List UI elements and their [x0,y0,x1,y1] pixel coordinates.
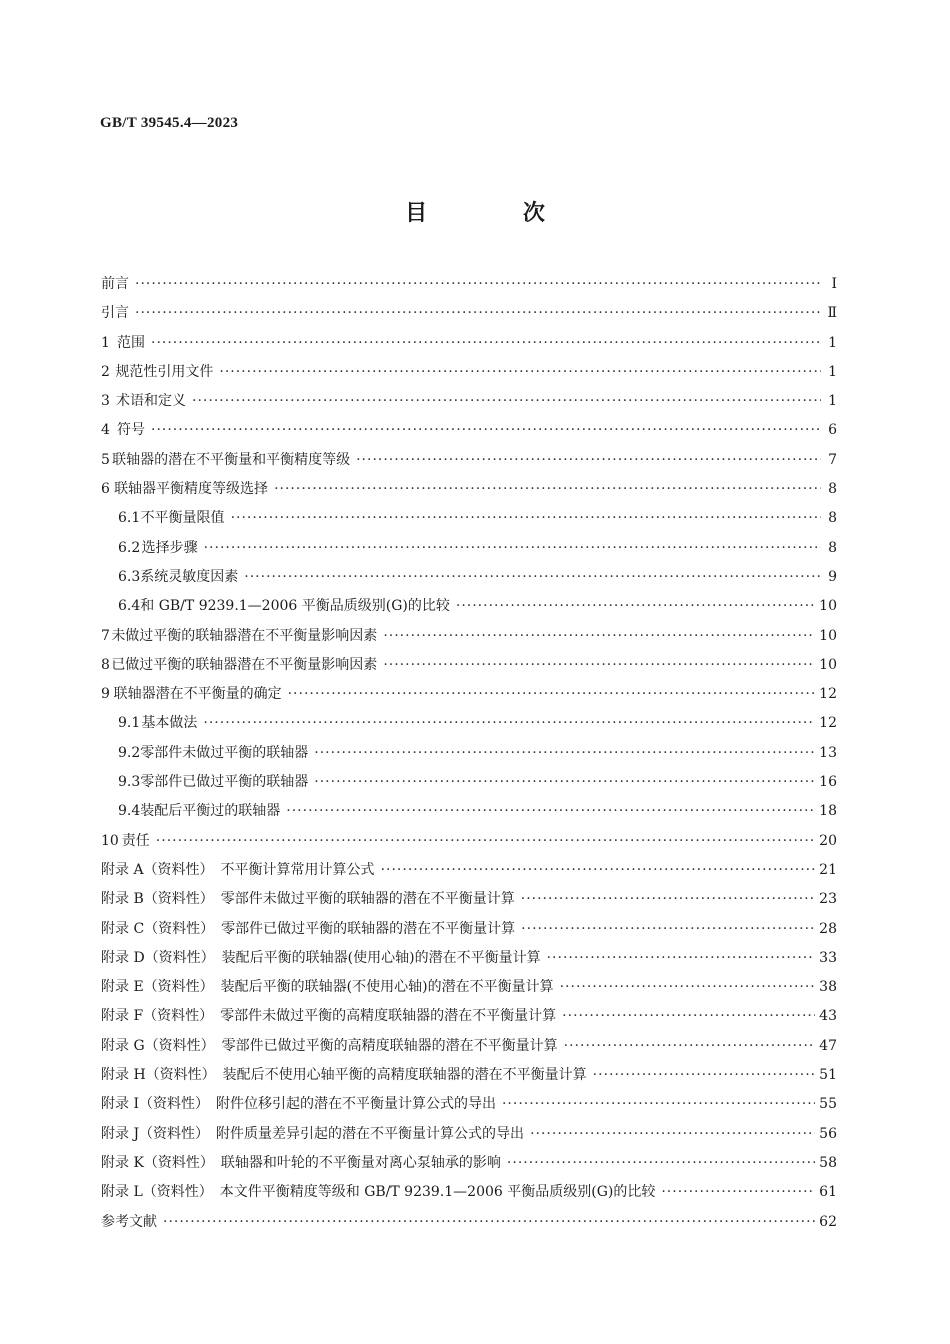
toc-entry-page: 56 [819,1125,837,1142]
toc-entry-label: 和 GB/T 9239.1—2006 平衡品质级别(G)的比较 [140,598,450,615]
toc-entry[interactable] [101,651,837,680]
toc-entry-page: 10 [819,598,837,615]
toc-entry[interactable] [101,915,837,944]
toc-entry[interactable] [101,563,837,592]
toc-dot-leader [288,680,816,709]
toc-entry-page: 18 [819,803,837,820]
toc-dot-leader [560,973,816,1002]
toc-entry-page: 8 [828,539,837,556]
toc-entry-page: 23 [819,891,837,908]
toc-entry[interactable] [101,709,837,738]
toc-dot-leader [163,1208,815,1237]
toc-entry-label: 已做过平衡的联轴器潜在不平衡量影响因素 [111,656,378,673]
toc-entry[interactable] [101,1178,837,1207]
toc-dot-leader [593,1061,816,1090]
toc-entry-label: 附录 K（资料性） 联轴器和叶轮的不平衡量对离心泵轴承的影响 [101,1154,501,1171]
page-title: 目 次 [405,201,589,226]
toc-entry-label: 附录 I（资料性） 附件位移引起的潜在不平衡量计算公式的导出 [101,1096,496,1113]
toc-entry[interactable] [101,1120,837,1149]
toc-entry-label: 装配后平衡过的联轴器 [140,803,281,820]
toc-entry-label: 零部件未做过平衡的联轴器 [140,744,309,761]
toc-entry-page: 6 [828,422,837,439]
toc-dot-leader [219,358,821,387]
toc-entry-label: 规范性引用文件 [115,363,214,380]
toc-entry-number: 6.2 [118,539,141,556]
toc-entry[interactable] [101,1002,837,1031]
toc-entry-number: 2 [101,363,110,380]
toc-entry-number: 6 [101,481,110,498]
toc-entry-page: 20 [819,832,837,849]
toc-dot-leader [156,827,815,856]
toc-entry-label: 选择步骤 [141,539,198,556]
toc-entry-label: 引言 [101,305,129,322]
toc-entry[interactable] [101,387,837,416]
toc-entry[interactable] [101,299,837,328]
toc-entry-page: 8 [828,510,837,527]
toc-dot-leader [502,1090,815,1119]
toc-entry-page: 1 [828,334,837,351]
toc-dot-leader [356,446,821,475]
toc-entry[interactable] [101,1032,837,1061]
toc-entry[interactable] [101,973,837,1002]
toc-entry-number: 3 [101,393,110,410]
toc-dot-leader [456,592,815,621]
toc-dot-leader [381,856,816,885]
toc-dot-leader [203,709,815,738]
toc-entry[interactable] [101,1061,837,1090]
toc-dot-leader [661,1178,815,1207]
toc-entry-number: 5 [101,451,110,468]
toc-entry-number: 1 [101,334,110,351]
toc-entry-page: 1 [828,393,837,410]
toc-entry-page: 47 [819,1037,837,1054]
toc-dot-leader [244,563,821,592]
toc-entry-number: 6.1 [118,510,141,527]
toc-entry[interactable] [101,797,837,826]
toc-entry-number: 9.2 [118,744,141,761]
toc-entry-label: 联轴器平衡精度等级选择 [114,481,269,498]
toc-entry-label: 附录 H（资料性） 装配后不使用心轴平衡的高精度联轴器的潜在不平衡量计算 [101,1067,587,1084]
toc-dot-leader [521,915,815,944]
toc-entry-label: 零部件已做过平衡的联轴器 [140,774,309,791]
toc-entry-page: 61 [819,1184,837,1201]
toc-entry-page: 10 [819,656,837,673]
toc-dot-leader [151,416,821,445]
toc-entry-page: 43 [819,1008,837,1025]
toc-entry-page: 7 [828,451,837,468]
toc-dot-leader [314,768,815,797]
toc-entry[interactable] [101,856,837,885]
toc-dot-leader [562,1002,815,1031]
toc-entry[interactable] [101,329,837,358]
toc-entry-page: 62 [819,1213,837,1230]
toc-entry-page: 9 [828,568,837,585]
toc-entry-page: 16 [819,774,837,791]
toc-entry-label: 前言 [101,276,129,292]
toc-entry[interactable] [101,534,837,563]
toc-entry-label: 附录 B（资料性） 零部件未做过平衡的联轴器的潜在不平衡量计算 [101,891,515,908]
toc-dot-leader [383,622,815,651]
toc-entry-page: 1 [828,363,837,380]
toc-dot-leader [135,299,821,328]
toc-entry[interactable] [101,592,837,621]
toc-entry-number: 9.1 [118,715,141,732]
toc-entry-label: 联轴器的潜在不平衡量和平衡精度等级 [112,451,351,468]
toc-entry-label: 附录 L（资料性） 本文件平衡精度等级和 GB/T 9239.1—2006 平衡品质级别(G)的比较 [101,1184,656,1201]
toc-dot-leader [547,944,816,973]
toc-dot-leader [135,270,821,299]
toc-entry[interactable] [101,739,837,768]
toc-dot-leader [151,329,821,358]
toc-entry-label: 附录 A（资料性） 不平衡计算常用计算公式 [101,861,375,878]
toc-entry[interactable] [101,768,837,797]
toc-entry[interactable] [101,1090,837,1119]
toc-entry-label: 附录 J（资料性） 附件质量差异引起的潜在不平衡量计算公式的导出 [101,1125,525,1142]
toc-entry[interactable] [101,1149,837,1178]
toc-entry-label: 附录 F（资料性） 零部件未做过平衡的高精度联轴器的潜在不平衡量计算 [101,1008,557,1025]
toc-entry-page: 8 [828,481,837,498]
toc-entry-label: 符号 [117,422,145,439]
toc-dot-leader [204,534,821,563]
toc-entry-number: 6.3 [118,568,141,585]
toc-entry-label: 附录 E（资料性） 装配后平衡的联轴器(不使用心轴)的潜在不平衡量计算 [101,979,554,996]
table-of-contents [101,270,837,1237]
toc-entry[interactable] [101,358,837,387]
toc-entry-page: Ⅱ [827,305,837,322]
toc-entry-number: 4 [101,422,110,439]
toc-dot-leader [530,1120,815,1149]
toc-entry[interactable] [101,416,837,445]
standard-code: GB/T 39545.4—2023 [100,115,239,131]
toc-entry-label: 联轴器潜在不平衡量的确定 [113,686,282,703]
toc-dot-leader [314,739,815,768]
toc-entry-label: 术语和定义 [116,393,187,410]
toc-entry-page: 28 [819,920,837,937]
toc-entry[interactable] [101,446,837,475]
toc-dot-leader [564,1032,816,1061]
toc-entry-number: 6.4 [118,598,141,615]
toc-dot-leader [274,475,821,504]
toc-entry-label: 范围 [117,334,145,351]
toc-entry[interactable] [101,622,837,651]
toc-entry-page: 51 [819,1067,837,1084]
toc-entry[interactable] [101,885,837,914]
toc-entry-label: 附录 D（资料性） 装配后平衡的联轴器(使用心轴)的潜在不平衡量计算 [101,949,541,966]
toc-entry-page: 10 [819,627,837,644]
toc-entry-page: Ⅰ [831,276,837,292]
toc-entry-number: 9.4 [118,803,141,820]
toc-entry-label: 基本做法 [141,715,198,732]
toc-entry-number: 7 [101,627,110,644]
toc-entry[interactable] [101,827,837,856]
toc-dot-leader [383,651,815,680]
toc-entry[interactable] [101,1208,837,1237]
toc-dot-leader [521,885,815,914]
toc-entry[interactable] [101,504,837,533]
toc-entry-page: 58 [819,1154,837,1171]
toc-entry-page: 38 [819,979,837,996]
toc-entry-label: 责任 [121,832,150,849]
toc-entry-page: 12 [819,686,837,703]
toc-dot-leader [286,797,815,826]
toc-entry[interactable] [101,475,837,504]
toc-dot-leader [192,387,821,416]
toc-entry-number: 8 [101,656,110,673]
toc-entry-label: 系统灵敏度因素 [140,568,239,585]
toc-dot-leader [231,504,821,533]
toc-entry-page: 21 [819,861,837,878]
toc-entry-page: 13 [819,744,837,761]
toc-entry-label: 附录 G（资料性） 零部件已做过平衡的高精度联轴器的潜在不平衡量计算 [101,1037,558,1054]
toc-entry-label: 附录 C（资料性） 零部件已做过平衡的联轴器的潜在不平衡量计算 [101,920,516,937]
toc-entry-page: 12 [819,715,837,732]
toc-entry-page: 55 [819,1096,837,1113]
toc-entry-number: 9 [101,686,110,703]
toc-entry-page: 33 [819,949,837,966]
toc-entry-label: 不平衡量限值 [140,510,225,527]
toc-entry-label: 未做过平衡的联轴器潜在不平衡量影响因素 [111,627,378,644]
toc-entry-number: 10 [101,832,119,849]
toc-entry-number: 9.3 [118,774,141,791]
toc-entry[interactable] [101,270,837,299]
toc-entry[interactable] [101,944,837,973]
toc-entry[interactable] [101,680,837,709]
toc-dot-leader [507,1149,815,1178]
toc-entry-label: 参考文献 [101,1213,157,1230]
